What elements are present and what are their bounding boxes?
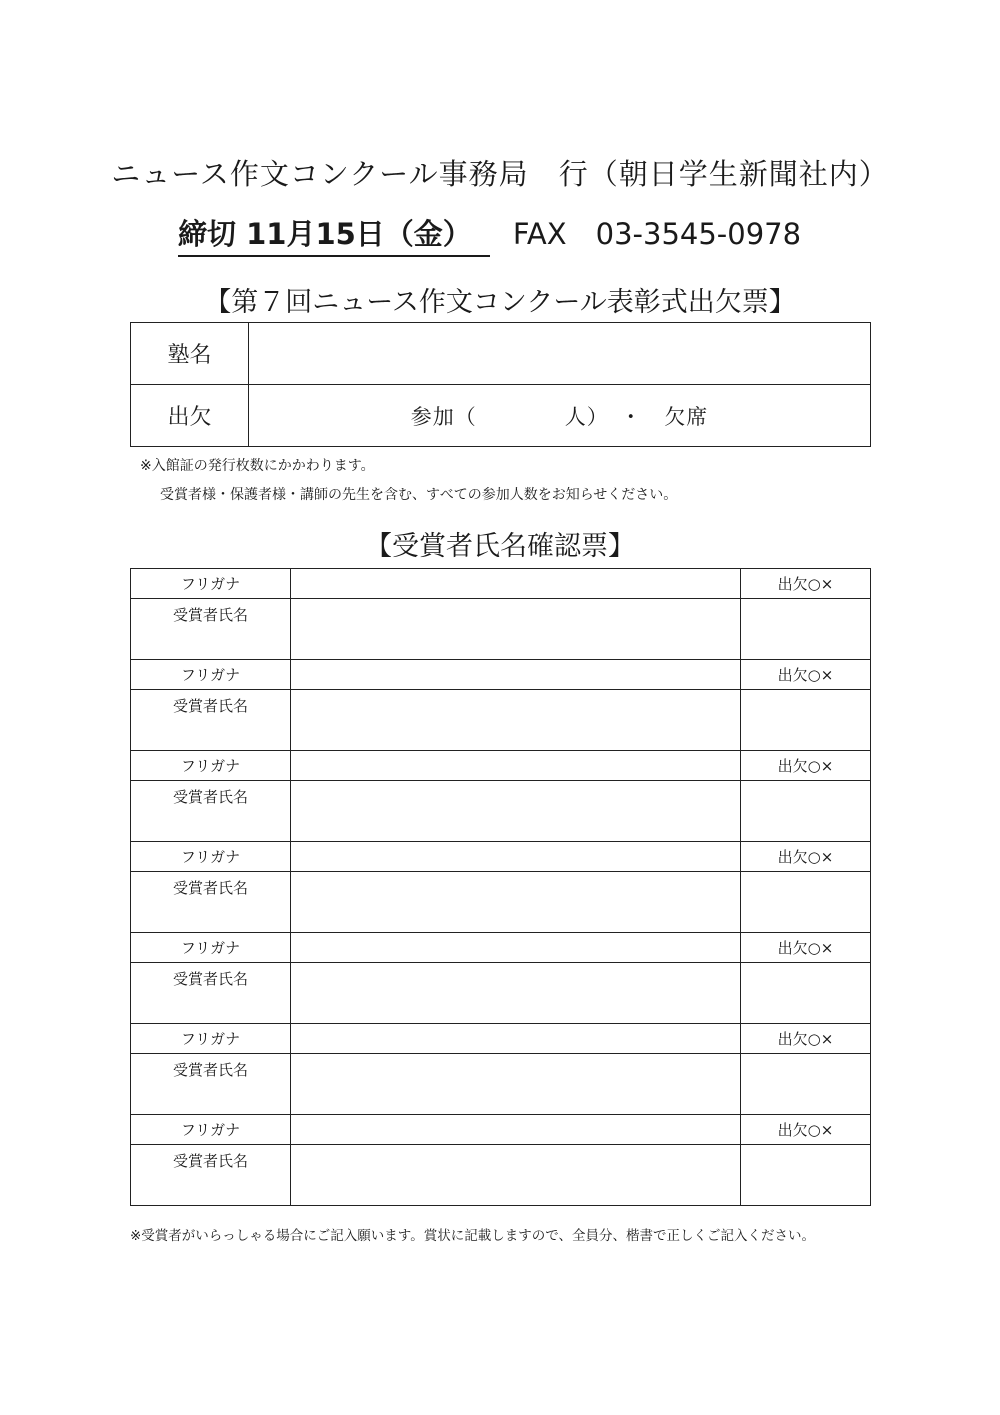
winner-furigana-row	[131, 842, 871, 872]
winner-name-field[interactable]	[291, 963, 741, 1024]
winners-form-table	[130, 568, 871, 1206]
attendance-mark-label: 出欠○×	[741, 1024, 871, 1054]
attendance-mark-label: 出欠○×	[741, 660, 871, 690]
winner-name-field[interactable]	[291, 690, 741, 751]
attendance-form-title: 【第７回ニュース作文コンクール表彰式出欠票】	[204, 287, 796, 318]
attendance-mark-field[interactable]	[741, 690, 871, 751]
winners-form-title: 【受賞者氏名確認票】	[365, 531, 635, 562]
furigana-field[interactable]	[291, 660, 741, 690]
attendance-form-table	[130, 322, 871, 447]
winner-name-label: 受賞者氏名	[131, 872, 291, 933]
furigana-label: フリガナ	[131, 660, 291, 690]
furigana-label: フリガナ	[131, 842, 291, 872]
furigana-field[interactable]	[291, 751, 741, 781]
attendance-mark-label: 出欠○×	[741, 1115, 871, 1145]
winner-furigana-row	[131, 1115, 871, 1145]
winner-furigana-row	[131, 1024, 871, 1054]
attendance-mark-label: 出欠○×	[741, 933, 871, 963]
winner-name-row	[131, 872, 871, 933]
winner-furigana-row	[131, 569, 871, 599]
furigana-label: フリガナ	[131, 1115, 291, 1145]
admission-pass-note: ※入館証の発行枚数にかかわります。	[140, 458, 375, 474]
furigana-field[interactable]	[291, 1024, 741, 1054]
addressee-line: ニュース作文コンクール事務局 行（朝日学生新聞社内）	[111, 157, 889, 191]
fax-number: FAX 03-3545-0978	[512, 217, 802, 251]
furigana-label: フリガナ	[131, 569, 291, 599]
winner-name-row	[131, 781, 871, 842]
furigana-field[interactable]	[291, 1115, 741, 1145]
school-name-label: 塾名	[131, 323, 249, 385]
deadline-row	[178, 212, 801, 256]
participant-count-note: 受賞者様・保護者様・講師の先生を含む、すべての参加人数をお知らせください。	[160, 487, 678, 503]
attendance-label: 出欠	[131, 385, 249, 447]
attendance-mark-label: 出欠○×	[741, 751, 871, 781]
winner-name-label: 受賞者氏名	[131, 690, 291, 751]
winner-name-label: 受賞者氏名	[131, 1145, 291, 1206]
winner-name-field[interactable]	[291, 599, 741, 660]
school-name-field[interactable]	[249, 323, 871, 385]
furigana-field[interactable]	[291, 569, 741, 599]
attendance-choice-field[interactable]: 参加（ 人） ・ 欠席	[249, 385, 871, 447]
winner-name-row	[131, 599, 871, 660]
attendance-mark-label: 出欠○×	[741, 569, 871, 599]
winner-name-field[interactable]	[291, 781, 741, 842]
winners-footnote: ※受賞者がいらっしゃる場合にご記入願います。賞状に記載しますので、全員分、楷書で正しくご記入ください。	[130, 1228, 815, 1244]
winner-name-row	[131, 1054, 871, 1115]
winner-furigana-row	[131, 751, 871, 781]
winner-furigana-row	[131, 660, 871, 690]
deadline-text: 締切 11月15日（金）	[178, 212, 490, 257]
furigana-field[interactable]	[291, 933, 741, 963]
attendance-mark-field[interactable]	[741, 599, 871, 660]
furigana-label: フリガナ	[131, 1024, 291, 1054]
winner-name-label: 受賞者氏名	[131, 599, 291, 660]
winner-name-field[interactable]	[291, 872, 741, 933]
winner-name-row	[131, 690, 871, 751]
winner-name-field[interactable]	[291, 1145, 741, 1206]
attendance-mark-field[interactable]	[741, 872, 871, 933]
attendance-mark-label: 出欠○×	[741, 842, 871, 872]
winner-name-row	[131, 963, 871, 1024]
attendance-mark-field[interactable]	[741, 963, 871, 1024]
winner-name-field[interactable]	[291, 1054, 741, 1115]
winner-name-label: 受賞者氏名	[131, 1054, 291, 1115]
furigana-field[interactable]	[291, 842, 741, 872]
attendance-mark-field[interactable]	[741, 781, 871, 842]
winner-name-label: 受賞者氏名	[131, 963, 291, 1024]
furigana-label: フリガナ	[131, 933, 291, 963]
winner-name-row	[131, 1145, 871, 1206]
winner-furigana-row	[131, 933, 871, 963]
furigana-label: フリガナ	[131, 751, 291, 781]
winner-name-label: 受賞者氏名	[131, 781, 291, 842]
attendance-mark-field[interactable]	[741, 1054, 871, 1115]
attendance-mark-field[interactable]	[741, 1145, 871, 1206]
